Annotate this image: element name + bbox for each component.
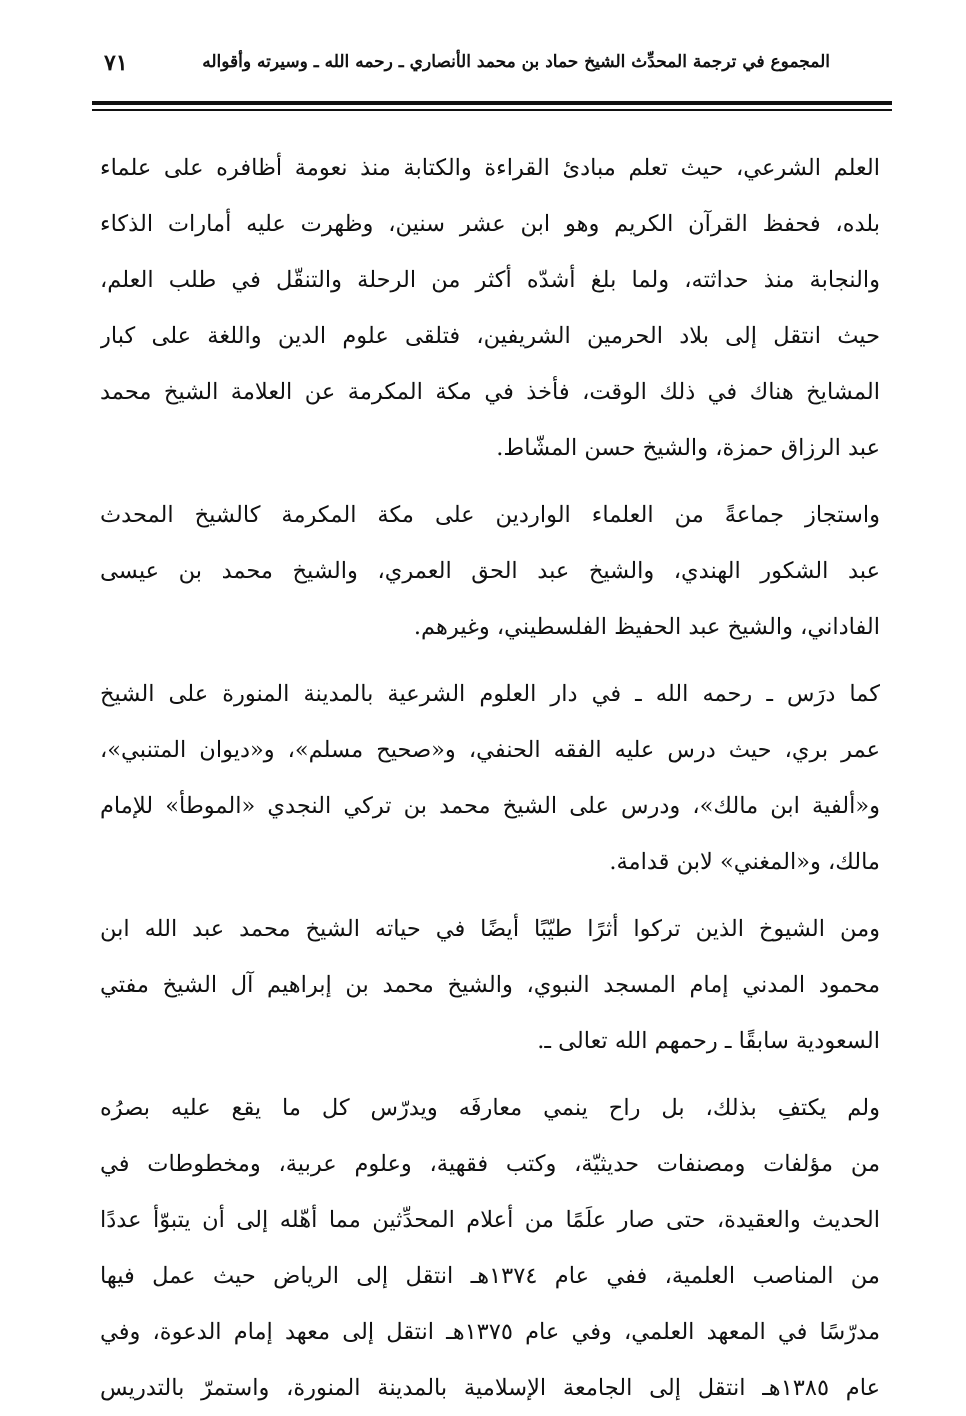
text-line: ومن الشيوخ الذين تركوا أثرًا طيّبًا أيضًا في حياته الشيخ محمد عبد الله ابن — [100, 916, 880, 942]
text-line: عبد الرزاق حمزة، والشيخ حسن المشّاط. — [496, 435, 880, 461]
text-line: العلم الشرعي، حيث تعلم مبادئ القراءة والكتابة منذ نعومة أظافره على علماء — [100, 155, 880, 181]
text-line: ولم يكتفِ بذلك، بل راح ينمي معارفَه ويدرّس كل ما يقع عليه بصرُه — [100, 1095, 880, 1121]
text-line: مدرّسًا في المعهد العلمي، وفي عام ١٣٧٥هـ انتقل إلى معهد إمام الدعوة، وفي — [100, 1319, 880, 1345]
text-line: بلده، فحفظ القرآن الكريم وهو ابن عشر سنين، وظهرت عليه أمارات الذكاء — [100, 211, 880, 237]
text-line: و«ألفية ابن مالك»، ودرس على الشيخ محمد بن تركي النجدي «الموطأ» للإمام — [100, 793, 880, 819]
running-header — [90, 52, 830, 92]
text-line: كما درَس ـ رحمه الله ـ في دار العلوم الشرعية بالمدينة المنورة على الشيخ — [100, 681, 880, 707]
paragraph-4 — [100, 901, 880, 1069]
body-text — [100, 140, 880, 1416]
page-number: ٧١ — [104, 50, 128, 76]
text-line: محمود المدني إمام المسجد النبوي، والشيخ محمد بن إبراهيم آل الشيخ مفتي — [100, 972, 880, 998]
text-line: واستجاز جماعةً من العلماء الواردين على مكة المكرمة كالشيخ المحدث — [100, 502, 880, 528]
paragraph-5 — [100, 1080, 880, 1416]
text-line: من مؤلفات ومصنفات حديثيّة، وكتب فقهية، وعلوم عربية، ومخطوطات في — [100, 1151, 880, 1177]
text-line: حيث انتقل إلى بلاد الحرمين الشريفين، فتلقى علوم الدين واللغة على كبار — [100, 323, 880, 349]
text-line: المشايخ هناك في ذلك الوقت، فأخذ في مكة المكرمة عن العلامة الشيخ محمد — [100, 379, 880, 405]
text-line: والنجابة منذ حداثته، ولما بلغ أشدّه أكثر من الرحلة والتنقّل في طلب العلم، — [100, 267, 880, 293]
paragraph-2 — [100, 487, 880, 655]
text-line: عمر بري، حيث درس عليه الفقه الحنفي، و«صحيح مسلم»، و«ديوان المتنبي»، — [100, 737, 880, 763]
paragraph-1 — [100, 140, 880, 476]
text-line: عام ١٣٨٥هـ انتقل إلى الجامعة الإسلامية بالمدينة المنورة، واستمرّ بالتدريس — [100, 1375, 880, 1401]
text-line: عبد الشكور الهندي، والشيخ عبد الحق العمري، والشيخ محمد بن عيسى — [100, 558, 880, 584]
text-line: الفاداني، والشيخ عبد الحفيظ الفلسطيني، وغيرهم. — [413, 614, 880, 640]
text-line: الحديث والعقيدة، حتى صار علَمًا من أعلام المحدِّثين مما أهّله إلى أن يتبوّأ عددًا — [100, 1207, 880, 1233]
header-rule-thin — [92, 109, 892, 111]
text-line: من المناصب العلمية، ففي عام ١٣٧٤هـ انتقل إلى الرياض حيث عمل فيها — [100, 1263, 880, 1289]
header-rule-thick — [92, 101, 892, 105]
text-line: مالك، و«المغني» لابن قدامة. — [609, 849, 880, 875]
paragraph-3 — [100, 666, 880, 890]
header-title: المجموع في ترجمة المحدِّث الشيخ حماد بن محمد الأنصاري ـ رحمه الله ـ وسيرته وأقواله — [202, 52, 830, 72]
text-line: السعودية سابقًا ـ رحمهم الله تعالى ـ. — [537, 1028, 880, 1054]
